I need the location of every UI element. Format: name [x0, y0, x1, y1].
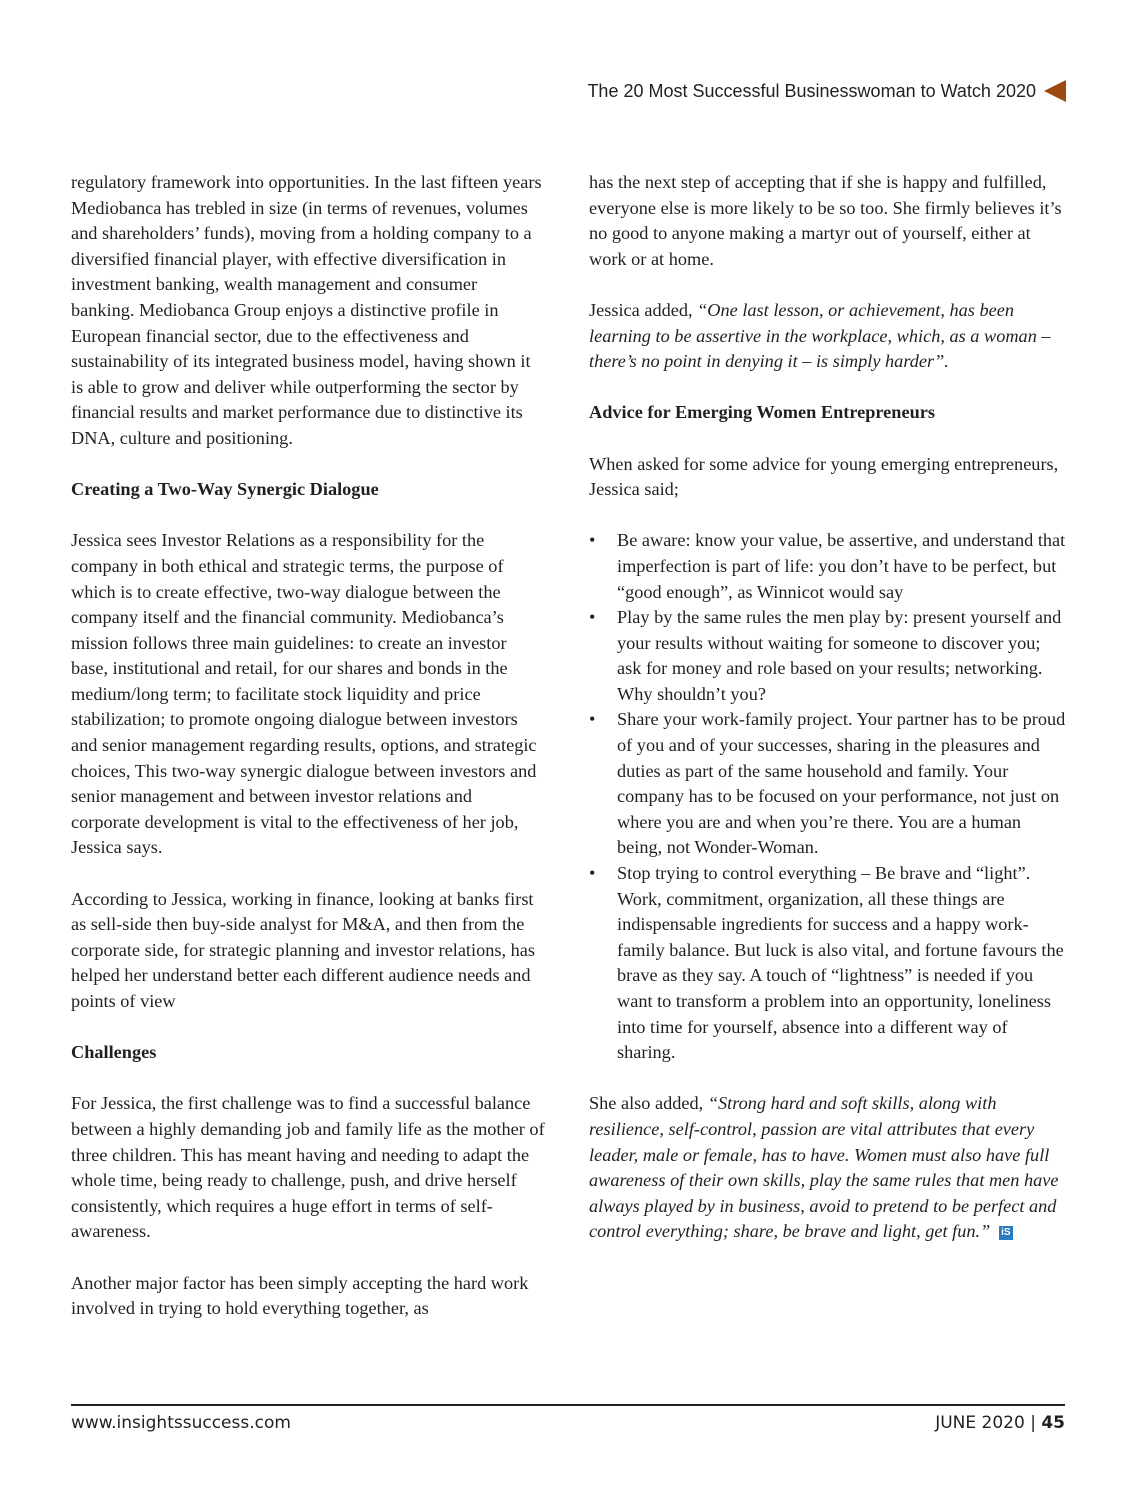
- advice-list: [589, 528, 1067, 1065]
- footer-divider: [71, 1404, 1065, 1406]
- quote-lead: Jessica added,: [589, 299, 698, 320]
- quote-text: “Strong hard and soft skills, along with resilience, self-control, passion are vital attributes that every leader, male or female, has to have. Women must also have full awareness of their own skills, play the same rules that men have always played by in business, avoid to pretend to be perfect and control everything; share, be brave and light, get fun.”: [589, 1093, 1059, 1242]
- footer-issue: [935, 1413, 1065, 1433]
- end-mark-icon: iS: [999, 1226, 1013, 1240]
- issue-date: JUNE 2020 |: [935, 1413, 1042, 1433]
- footer-website: www.insightssuccess.com: [71, 1413, 291, 1433]
- section-heading-advice: Advice for Emerging Women Entrepreneurs: [589, 402, 935, 423]
- right-column: [589, 170, 1067, 1271]
- list-item: [589, 707, 1067, 861]
- bullet-icon: •: [589, 530, 596, 551]
- bullet-icon: •: [589, 607, 596, 628]
- right-paragraph-4: [589, 1091, 1067, 1245]
- left-paragraph-3: According to Jessica, working in finance, looking at banks first as sell-side then buy-side analyst for M&A, and then from the corporate side, for strategic planning and investor relations, has helped her understand better each different audience needs and points of view: [71, 888, 535, 1011]
- list-item: [589, 605, 1067, 707]
- left-paragraph-5: Another major factor has been simply accepting the hard work involved in trying to hold everything together, as: [71, 1272, 529, 1319]
- quote-text: “One last lesson, or achievement, has been learning to be assertive in the workplace, which, as a woman – there’s no point in denying it – is simply harder”.: [589, 299, 1051, 372]
- list-item-text: Share your work-family project. Your partner has to be proud of you and of your successes, sharing in the pleasures and duties as part of the same household and family. Your company has to be focused on your performance, not just on where you are and when you’re there. You are a human being, not Wonder-Woman.: [617, 709, 1066, 858]
- list-item-text: Stop trying to control everything – Be brave and “light”. Work, commitment, organization, all these things are indispensable ingredients for success and a happy work-family balance. But luck is also vital, and fortune favours the brave as they say. A touch of “lightness” is needed if you want to transform a problem into an opportunity, loneliness into time for yourself, absence into a different way of sharing.: [617, 863, 1064, 1063]
- right-paragraph-3: When asked for some advice for young emerging entrepreneurs, Jessica said;: [589, 453, 1059, 500]
- right-paragraph-1: has the next step of accepting that if she is happy and fulfilled, everyone else is more likely to be so too. She firmly believes it’s no good to anyone making a martyr out of yourself, either at work or at home.: [589, 172, 1062, 269]
- section-heading-dialogue: Creating a Two-Way Synergic Dialogue: [71, 479, 379, 500]
- bullet-icon: •: [589, 863, 596, 884]
- list-item: [589, 861, 1067, 1066]
- triangle-arrow-icon: [1044, 80, 1066, 102]
- page-number: 45: [1041, 1413, 1065, 1433]
- running-header: [587, 80, 1066, 102]
- left-column: [71, 170, 545, 1347]
- list-item-text: Be aware: know your value, be assertive, and understand that imperfection is part of life: you don’t have to be perfect, but “good enough”, as Winnicot would say: [617, 530, 1066, 602]
- left-paragraph-4: For Jessica, the first challenge was to find a successful balance between a highly demanding job and family life as the mother of three children. This has meant having and needing to adapt the whole time, being ready to challenge, push, and drive herself consistently, which requires a huge effort in terms of self-awareness.: [71, 1093, 545, 1242]
- left-paragraph-2: Jessica sees Investor Relations as a responsibility for the company in both ethical and strategic terms, the purpose of which is to create effective, two-way dialogue between the company itself and the financial community. Mediobanca’s mission follows three main guidelines: to create an investor base, institutional and retail, for our shares and bonds in the medium/long term; to facilitate stock liquidity and price stabilization; to promote ongoing dialogue between investors and senior management regarding results, options, and strategic choices, This two-way synergic dialogue between investors and senior management and between investor relations and corporate development is vital to the effectiveness of her job, Jessica says.: [71, 530, 537, 858]
- section-heading-challenges: Challenges: [71, 1042, 157, 1063]
- bullet-icon: •: [589, 709, 596, 730]
- right-paragraph-2: [589, 298, 1067, 375]
- left-paragraph-1: regulatory framework into opportunities. In the last fifteen years Mediobanca has trebled in size (in terms of revenues, volumes and shareholders’ funds), moving from a holding company to a diversified financial player, with effective diversification in investment banking, wealth management and consumer banking. Mediobanca Group enjoys a distinctive profile in European financial sector, due to the effectiveness and sustainability of its integrated business model, having shown it is able to grow and deliver while outperforming the sector by financial results and market performance due to distinctive its DNA, culture and positioning.: [71, 172, 542, 448]
- list-item: [589, 528, 1067, 605]
- list-item-text: Play by the same rules the men play by: present yourself and your results without waiting for someone to discover you; ask for money and role based on your results; networking. Why shouldn’t you?: [617, 607, 1062, 704]
- quote-lead: She also added,: [589, 1093, 708, 1114]
- header-title: The 20 Most Successful Businesswoman to Watch 2020: [587, 80, 1036, 101]
